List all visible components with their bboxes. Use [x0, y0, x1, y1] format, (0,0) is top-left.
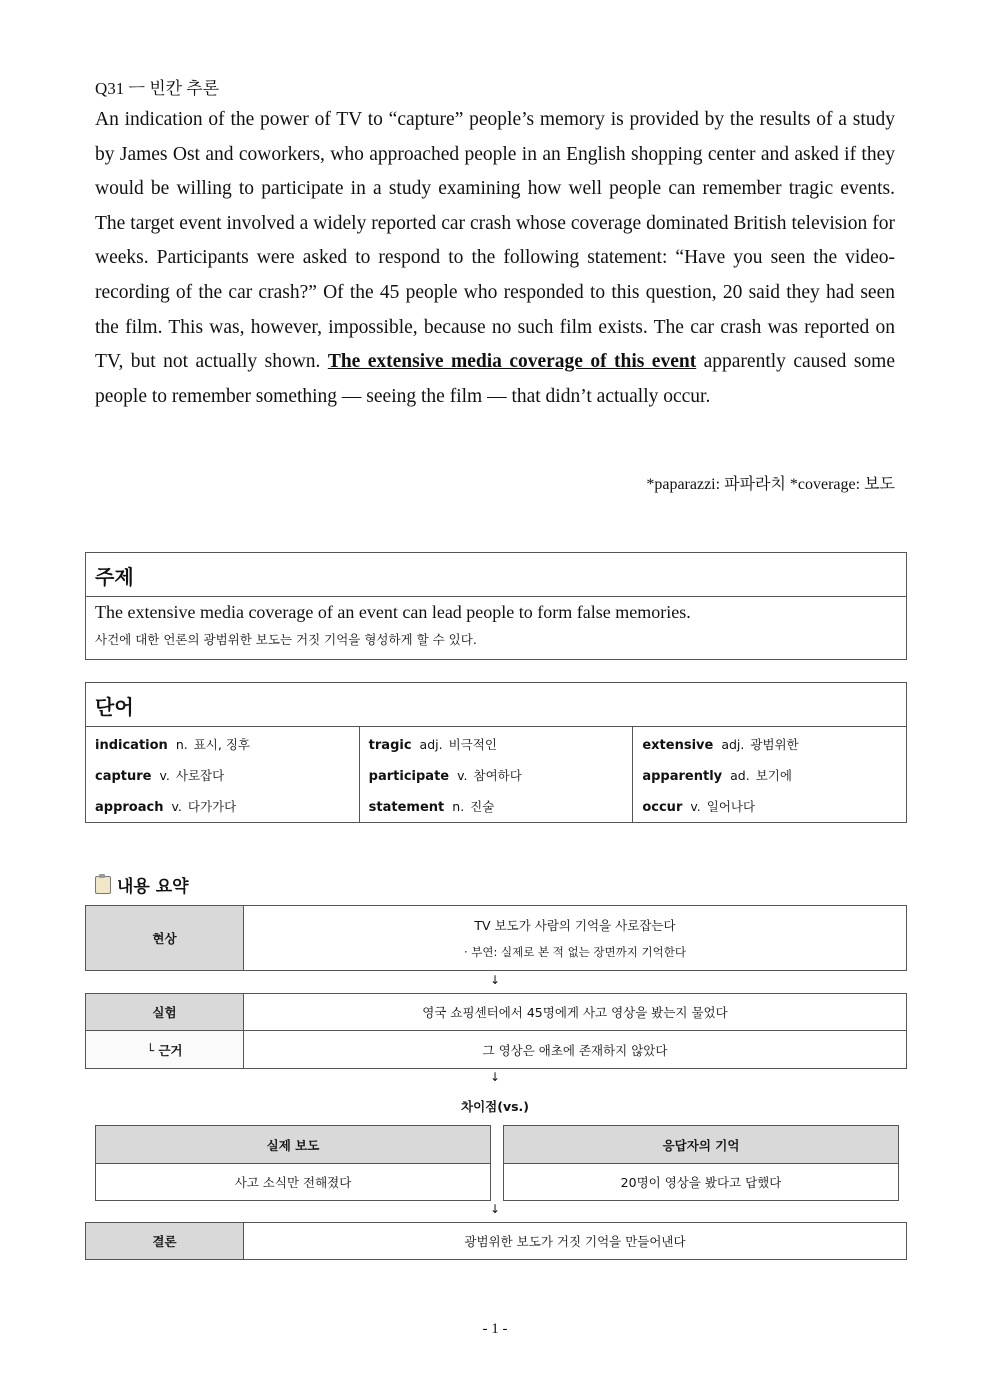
vs-label: 차이점(vs.): [461, 1099, 529, 1114]
vocab-item: [95, 795, 350, 826]
flow-arrow: ↓: [489, 1202, 501, 1216]
vocab-column: [633, 727, 906, 823]
vocab-pos: v.: [457, 768, 468, 783]
experiment-table: [85, 993, 907, 1069]
experiment-text: 영국 쇼핑센터에서 45명에게 사고 영상을 봤는지 물었다: [422, 1005, 728, 1020]
evidence-label: └ 근거: [86, 1031, 244, 1068]
flow-arrow: ↓: [489, 973, 501, 987]
vocab-word: capture: [95, 769, 152, 784]
conclusion-text: 광범위한 보도가 거짓 기억을 만들어낸다: [464, 1234, 686, 1249]
passage-text: [95, 103, 895, 414]
vocab-item: [642, 795, 897, 826]
vocab-item: [95, 764, 350, 795]
passage-underlined: The extensive media coverage of this event: [327, 351, 697, 373]
evidence-row: [86, 1031, 906, 1068]
question-title: Q31 ㅡ 빈칸 추론: [95, 79, 220, 98]
phenomenon-cell: [244, 906, 906, 970]
vocab-item: [95, 733, 350, 764]
conclusion-table: [85, 1222, 907, 1260]
vocab-column: [360, 727, 634, 823]
vocab-meaning: 참여하다: [473, 768, 522, 783]
vocab-pos: v.: [690, 799, 701, 814]
summary-title: [95, 872, 189, 897]
vocab-word: statement: [368, 800, 445, 815]
compare-right-box: [503, 1125, 899, 1201]
vocab-meaning: 일어나다: [706, 799, 756, 814]
experiment-row: [86, 994, 906, 1031]
theme-heading: 주제: [86, 553, 906, 597]
vocab-meaning: 사로잡다: [175, 768, 225, 783]
vocab-grid: [86, 727, 906, 823]
vocab-word: tragic: [368, 738, 412, 753]
theme-english: The extensive media coverage of an event can lead people to form false memories.: [95, 602, 691, 622]
vocab-heading: 단어: [86, 683, 906, 727]
phenomenon-sub: · 부연: 실제로 본 적 없는 장면까지 기억한다: [464, 945, 686, 959]
vocab-item: [369, 764, 624, 795]
vocab-meaning: 진술: [470, 799, 495, 814]
theme-box: [85, 552, 907, 660]
vocab-word: extensive: [642, 738, 714, 753]
experiment-label: 실험: [86, 994, 244, 1030]
vocab-pos: v.: [171, 799, 182, 814]
vocab-pos: n.: [452, 799, 465, 814]
vocab-meaning: 다가가다: [187, 799, 237, 814]
page-number: - 1 -: [482, 1321, 508, 1337]
vocab-pos: n.: [175, 737, 188, 752]
compare-right-body: 20명이 영상을 봤다고 답했다: [620, 1175, 782, 1190]
evidence-text: 그 영상은 애초에 존재하지 않았다: [482, 1042, 668, 1058]
phenomenon-row: [86, 906, 906, 970]
vocab-item: [642, 764, 897, 795]
vocab-meaning: 표시, 징후: [193, 737, 250, 752]
passage-before: An indication of the power of TV to “capture” people’s memory is provided by the results of a study by James Ost and coworkers, who approached people in an English shopping center and asked if they would be willing to participate in a study examining how well people can remember tragic events. The target event involved a widely reported car crash whose coverage dominated British television for weeks. Participants were asked to respond to the following statement: “Have you seen the video-recording of the car crash?” Of the 45 people who responded to this question, 20 said they had seen the film. This was, however, impossible, because no such film exists. The car crash was reported on TV, but not actually shown.: [95, 109, 895, 373]
compare-left-body: 사고 소식만 전해졌다: [234, 1175, 352, 1190]
clipboard-icon: [95, 876, 111, 894]
vocab-meaning: 광범위한: [750, 737, 799, 752]
conclusion-row: [86, 1223, 906, 1259]
vocab-word: participate: [368, 769, 450, 784]
conclusion-label: 결론: [86, 1223, 244, 1259]
vocab-item: [369, 733, 624, 764]
compare-left-box: [95, 1125, 491, 1201]
summary-title-text: 내용 요약: [117, 877, 189, 897]
vocab-pos: ad.: [730, 768, 750, 783]
compare-left-head: 실제 보도: [96, 1126, 490, 1164]
footnote: *paparazzi: 파파라치 *coverage: 보도: [646, 476, 895, 493]
phenomenon-table: [85, 905, 907, 971]
vocab-word: occur: [642, 800, 683, 815]
vocab-box: [85, 682, 907, 823]
vocab-column: [86, 727, 360, 823]
vocab-word: apparently: [642, 769, 723, 784]
vocab-item: [642, 733, 897, 764]
vocab-meaning: 비극적인: [448, 737, 497, 752]
passage-after: apparently caused some people to remember something — seeing the film — that didn’t actually occur.: [95, 351, 895, 407]
phenomenon-label: 현상: [86, 906, 244, 970]
phenomenon-main: TV 보도가 사람의 기억을 사로잡는다: [474, 918, 676, 933]
vocab-pos: adj.: [419, 737, 443, 752]
vocab-item: [369, 795, 624, 826]
compare-right-head: 응답자의 기억: [504, 1126, 898, 1164]
flow-arrow: ↓: [489, 1070, 501, 1084]
theme-korean: 사건에 대한 언론의 광범위한 보도는 거짓 기억을 형성하게 할 수 있다.: [95, 632, 477, 647]
vocab-pos: v.: [159, 768, 170, 783]
vocab-word: approach: [95, 800, 164, 815]
vocab-meaning: 보기에: [755, 768, 792, 783]
vocab-word: indication: [95, 738, 168, 753]
vocab-pos: adj.: [721, 737, 745, 752]
